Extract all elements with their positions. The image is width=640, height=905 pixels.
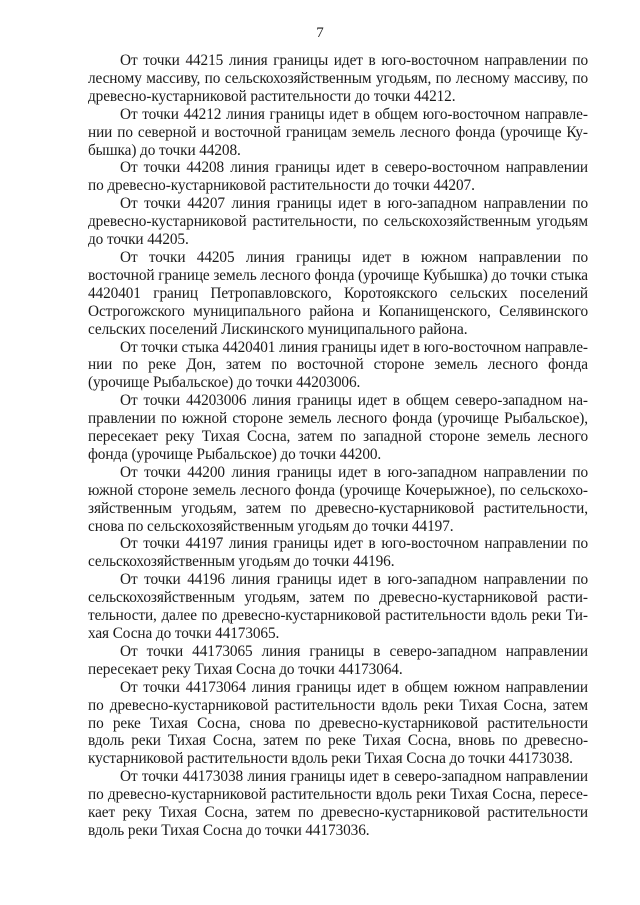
paragraph: От точки 44173038 линия границы идет в северо-западном направлении по древесно-кустарниковой растительности вдоль реки Тихая Сосна, пересекает реку Тихая Сосна, затем по древесно-кустарниковой растительности вдоль реки Тихая Сосна до точки 44173036.: [88, 768, 588, 839]
paragraph: От точки 44197 линия границы идет в юго-восточном направлении по сельскохозяйственным угодьям до точки 44196.: [88, 535, 588, 571]
paragraph: От точки 44196 линия границы идет в юго-западном направлении по сельскохозяйственным угодьям, затем по древесно-кустарниковой растительности, далее по древесно-кустарниковой растительности вдоль реки Тихая Сосна до точки 44173065.: [88, 571, 588, 642]
paragraph: От точки стыка 4420401 линия границы идет в юго-восточном направлении по реке Дон, затем по восточной стороне земель лесного фонда (урочище Рыбальское) до точки 44203006.: [88, 338, 588, 392]
page-number: 7: [316, 25, 324, 41]
paragraph: От точки 44200 линия границы идет в юго-западном направлении по южной стороне земель лесного фонда (урочище Кочерыжное), по сельскохозяйственным угодьям, затем по древесно-кустарниковой растительности, снова по сельскохозяйственным угодьям до точки 44197.: [88, 463, 588, 535]
paragraph: От точки 44173064 линия границы идет в общем южном направлении по древесно-кустарниковой растительности вдоль реки Тихая Сосна, затем по реке Тихая Сосна, снова по древесно-кустарниковой растительности вдоль реки Тихая Сосна, затем по реке Тихая Сосна, вновь по древесно-кустарниковой растительности вдоль реки Тихая Сосна до точки 44173038.: [88, 678, 588, 768]
paragraph: От точки 44207 линия границы идет в юго-западном направлении по древесно-кустарниковой растительности, по сельскохозяйственным угодьям до точки 44205.: [88, 195, 588, 249]
paragraph: От точки 44205 линия границы идет в южном направлении по восточной границе земель лесного фонда (урочище Кубышка) до точки стыка 4420401 границ Петропавловского, Коротоякского сельских поселений Острогожского муниципального района и Копанищенского, Селявинского сельских поселений Лискинского муниципального района.: [88, 248, 588, 338]
body-text: [88, 52, 588, 840]
paragraph: От точки 44203006 линия границы идет в общем северо-западном направлении по южной стороне земель лесного фонда (урочище Рыбальское), пересекает реку Тихая Сосна, затем по западной стороне земель лесного фонда (урочище Рыбальское) до точки 44200.: [88, 392, 588, 463]
paragraph: От точки 44215 линия границы идет в юго-восточном направлении по лесному массиву, по сельскохозяйственным угодьям, по лесному массиву, по древесно-кустарниковой растительности до точки 44212.: [88, 52, 588, 105]
paragraph: От точки 44173065 линия границы в северо-западном направлении пересекает реку Тихая Сосна до точки 44173064.: [88, 642, 588, 678]
paragraph: От точки 44212 линия границы идет в общем юго-восточном направлении по северной и восточной границам земель лесного фонда (урочище Кубышка) до точки 44208.: [88, 105, 588, 159]
paragraph: От точки 44208 линия границы идет в северо-восточном направлении по древесно-кустарниковой растительности до точки 44207.: [88, 159, 588, 195]
